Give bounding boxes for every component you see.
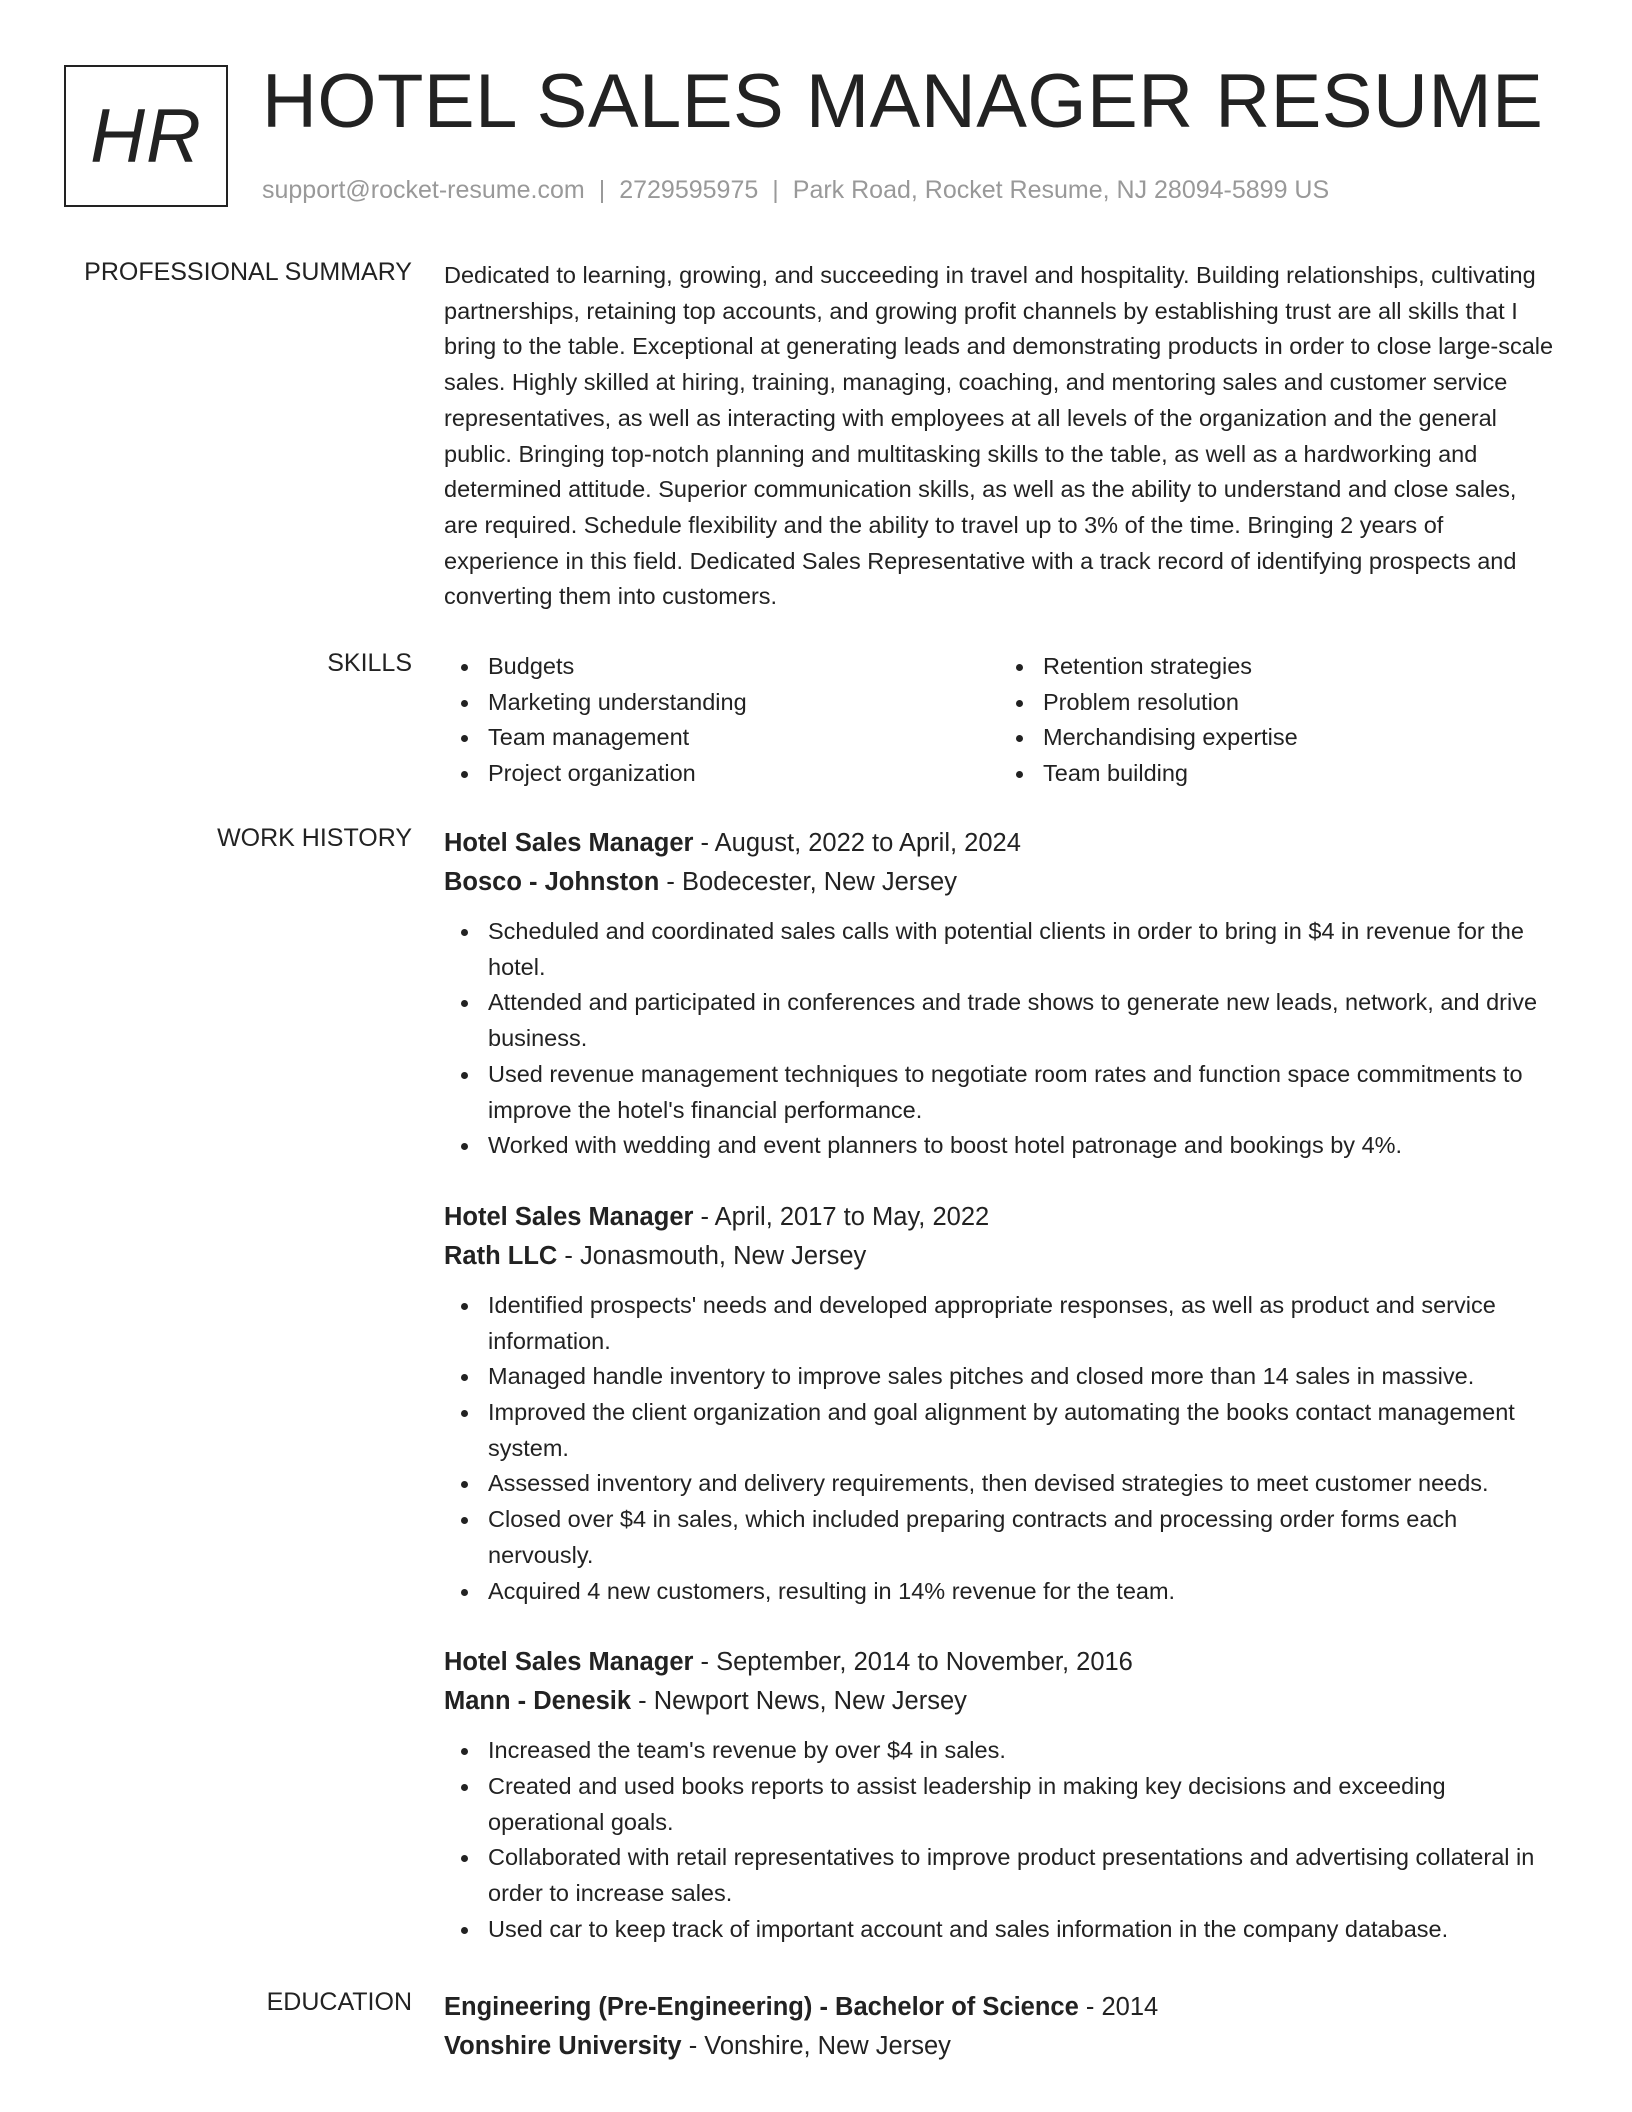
skills-list-right <box>999 649 1554 792</box>
job-dates: - April, 2017 to May, 2022 <box>693 1202 990 1231</box>
job-bullet: Used car to keep track of important account and sales information in the company database. <box>488 1912 1554 1948</box>
skill-item: Retention strategies <box>1043 649 1554 685</box>
job-title-line <box>444 824 1554 863</box>
contact-phone[interactable]: 2729595975 <box>619 176 759 204</box>
job-bullets <box>444 1288 1554 1609</box>
skills-list-left <box>444 649 999 792</box>
job-location: - Bodecester, New Jersey <box>659 868 957 896</box>
job-company: Rath LLC <box>444 1241 558 1270</box>
job-location: - Jonasmouth, New Jersey <box>557 1241 867 1270</box>
job-bullet: Worked with wedding and event planners to boost hotel patronage and bookings by 4%. <box>488 1128 1554 1164</box>
job-bullet: Closed over $4 in sales, which included preparing contracts and processing order forms each nervously. <box>488 1502 1554 1573</box>
job-company: Mann - Denesik <box>444 1687 632 1716</box>
skill-item: Problem resolution <box>1043 685 1554 721</box>
job-title-line <box>444 1198 1554 1237</box>
job-title: Hotel Sales Manager <box>444 1648 694 1677</box>
job-title: Hotel Sales Manager <box>444 1202 694 1231</box>
job-bullet: Increased the team's revenue by over $4 in sales. <box>488 1733 1554 1769</box>
section-label: SKILLS <box>327 649 412 677</box>
job-bullet: Collaborated with retail representatives to improve product presentations and advertising collateral in order to increase sales. <box>488 1840 1554 1911</box>
skill-item: Team management <box>488 720 999 756</box>
job-bullet: Identified prospects' needs and developed appropriate responses, as well as product and service information. <box>488 1288 1554 1359</box>
job-bullet: Scheduled and coordinated sales calls with potential clients in order to bring in $4 in revenue for the hotel. <box>488 914 1554 985</box>
job-bullet: Acquired 4 new customers, resulting in 14% revenue for the team. <box>488 1574 1554 1610</box>
school: Vonshire University <box>444 2032 682 2060</box>
job-title-line <box>444 1643 1554 1682</box>
skill-item: Marketing understanding <box>488 685 999 721</box>
skills-columns <box>444 649 1554 792</box>
monogram-box <box>64 65 228 207</box>
job-location: - Newport News, New Jersey <box>631 1687 967 1716</box>
monogram-initials: HR <box>90 93 202 179</box>
job-bullet: Managed handle inventory to improve sales pitches and closed more than 14 sales in massive. <box>488 1359 1554 1395</box>
job-bullets <box>444 914 1554 1164</box>
section-label: PROFESSIONAL SUMMARY <box>84 258 412 286</box>
graduation-year: - 2014 <box>1078 1993 1159 2021</box>
job-company-line <box>444 863 1554 902</box>
contact-email[interactable]: support@rocket-resume.com <box>262 176 585 204</box>
contact-separator: | <box>598 176 606 204</box>
skill-item: Budgets <box>488 649 999 685</box>
contact-separator: | <box>772 176 779 204</box>
job-entry <box>444 824 1554 1164</box>
job-dates: - September, 2014 to November, 2016 <box>693 1648 1133 1677</box>
job-bullet: Assessed inventory and delivery requirements, then devised strategies to meet customer needs. <box>488 1466 1554 1502</box>
job-bullet: Created and used books reports to assist leadership in making key decisions and exceeding operational goals. <box>488 1769 1554 1840</box>
job-company-line <box>444 1682 1554 1721</box>
skill-item: Merchandising expertise <box>1043 720 1554 756</box>
summary-text: Dedicated to learning, growing, and succeeding in travel and hospitality. Building relationships, cultivating partnerships, retaining top accounts, and growing profit channels by establishing trust are all skills that I bring to the table. Exceptional at generating leads and demonstrating products in order to close large-scale sales. Highly skilled at hiring, training, managing, coaching, and mentoring sales and customer service representatives, as well as interacting with employees at all levels of the organization and the general public. Bringing top-notch planning and multitasking skills to the table, as well as a hardworking and determined attitude. Superior communication skills, as well as the ability to understand and close sales, are required. Schedule flexibility and the ability to travel up to 3% of the time. Bringing 2 years of experience in this field. Dedicated Sales Representative with a track record of identifying prospects and converting them into customers. <box>444 262 1554 610</box>
degree: Engineering (Pre-Engineering) - Bachelor of Science <box>444 1993 1079 2021</box>
job-company-line <box>444 1237 1554 1276</box>
job-entry <box>444 1643 1554 1947</box>
skill-item: Team building <box>1043 756 1554 792</box>
school-line <box>444 2027 1554 2066</box>
job-entry <box>444 1198 1554 1609</box>
school-location: - Vonshire, New Jersey <box>681 2032 951 2060</box>
job-title: Hotel Sales Manager <box>444 829 694 857</box>
degree-line <box>444 1988 1554 2027</box>
resume-title: HOTEL SALES MANAGER RESUME <box>262 59 1544 144</box>
contact-address: Park Road, Rocket Resume, NJ 28094-5899 US <box>792 176 1330 204</box>
contact-line <box>262 176 1329 205</box>
job-dates: - August, 2022 to April, 2024 <box>693 829 1021 857</box>
job-bullet: Improved the client organization and goal alignment by automating the books contact management system. <box>488 1395 1554 1466</box>
job-bullet: Used revenue management techniques to negotiate room rates and function space commitments to improve the hotel's financial performance. <box>488 1057 1554 1128</box>
section-label: EDUCATION <box>266 1988 412 2016</box>
section-label: WORK HISTORY <box>217 824 412 852</box>
job-bullet: Attended and participated in conferences and trade shows to generate new leads, network, and drive business. <box>488 985 1554 1056</box>
skill-item: Project organization <box>488 756 999 792</box>
job-bullets <box>444 1733 1554 1947</box>
job-company: Bosco - Johnston <box>444 868 660 896</box>
